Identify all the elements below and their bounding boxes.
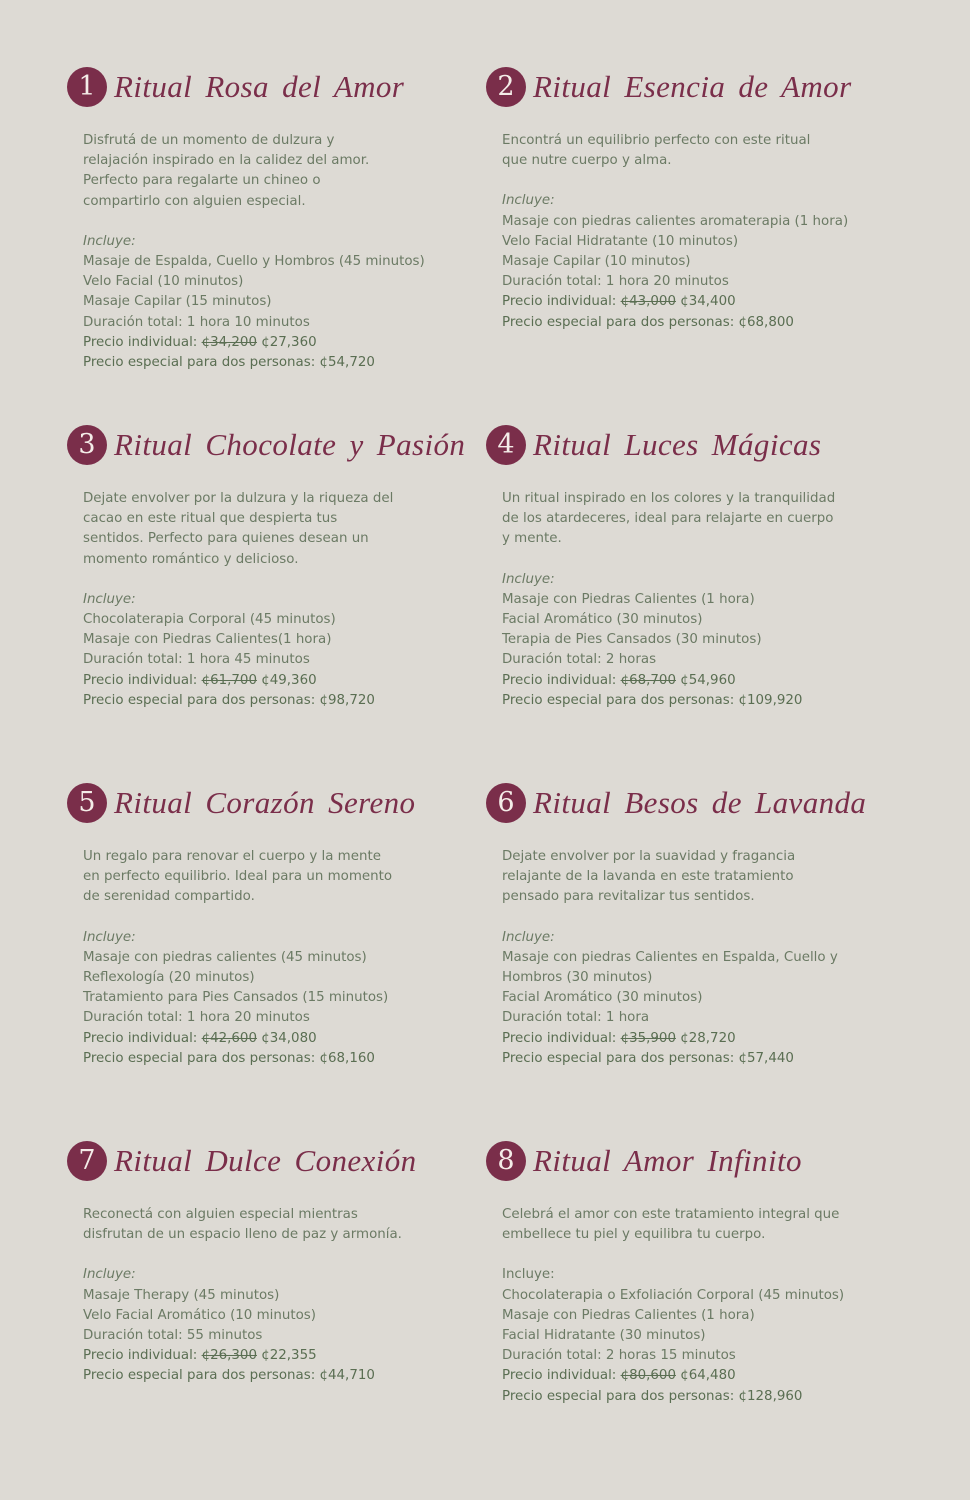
ritual-description: Reconectá con alguien especial mientras disfrutan de un espacio lleno de paz y armonía. — [83, 1207, 402, 1243]
ritual-body — [83, 1205, 423, 1387]
individual-price-label: Precio individual: — [502, 1368, 617, 1384]
discounted-price: ¢27,360 — [261, 334, 317, 350]
discounted-price: ¢54,960 — [680, 672, 736, 688]
duration-total: Duración total: 1 hora 45 minutos — [83, 652, 310, 668]
ritual-description: Un regalo para renovar el cuerpo y la mente en perfecto equilibrio. Ideal para un momento de serenidad compartido. — [83, 849, 393, 905]
couple-price-value: ¢54,720 — [319, 355, 375, 371]
included-item: Velo Facial (10 minutos) — [83, 274, 244, 290]
included-item: Facial Aromático (30 minutos) — [502, 612, 703, 628]
couple-price-value: ¢68,160 — [319, 1050, 375, 1066]
included-item: Masaje Capilar (10 minutos) — [502, 254, 691, 270]
ritual-body — [502, 1205, 845, 1407]
couple-price-label: Precio especial para dos personas: — [502, 1050, 735, 1066]
individual-price — [83, 1346, 423, 1366]
ritual-body — [502, 847, 842, 1069]
couple-price-value: ¢109,920 — [738, 692, 803, 708]
ritual-number-badge: 8 — [486, 1141, 526, 1181]
original-price: ¢80,600 — [620, 1368, 676, 1384]
ritual-number-badge: 1 — [67, 67, 107, 107]
ritual-number-badge: 7 — [67, 1141, 107, 1181]
ritual-body — [502, 131, 849, 333]
ritual-description: Disfrutá de un momento de dulzura y relajación inspirado en la calidez del amor. Perfecto para regalarte un chineo o compartirlo con alguien especial. — [83, 133, 370, 209]
ritual-title: Ritual Esencia de Amor — [533, 69, 852, 104]
discounted-price: ¢34,080 — [261, 1030, 317, 1046]
ritual-number-badge: 4 — [486, 425, 526, 465]
original-price: ¢61,700 — [201, 672, 257, 688]
duration-total: Duración total: 2 horas 15 minutos — [502, 1348, 736, 1364]
included-item: Facial Aromático (30 minutos) — [502, 990, 703, 1006]
included-item: Facial Hidratante (30 minutos) — [502, 1328, 706, 1344]
individual-price — [502, 1366, 842, 1386]
duration-total: Duración total: 1 hora — [502, 1010, 650, 1026]
duration-total: Duración total: 55 minutos — [83, 1328, 263, 1344]
included-item: Velo Facial Hidratante (10 minutos) — [502, 233, 739, 249]
couple-price-value: ¢44,710 — [319, 1368, 375, 1384]
ritual-title: Ritual Luces Mágicas — [533, 427, 822, 462]
included-item: Velo Facial Aromático (10 minutos) — [83, 1307, 316, 1323]
couple-price-label: Precio especial para dos personas: — [83, 1368, 316, 1384]
couple-price — [502, 1049, 842, 1069]
ritual-number-badge: 6 — [486, 783, 526, 823]
couple-price-label: Precio especial para dos personas: — [502, 692, 735, 708]
couple-price-label: Precio especial para dos personas: — [83, 692, 316, 708]
duration-total: Duración total: 2 horas — [502, 652, 657, 668]
included-item: Masaje Capilar (15 minutos) — [83, 294, 272, 310]
includes-label: Incluye: — [502, 1267, 555, 1283]
ritual-description: Un ritual inspirado en los colores y la tranquilidad de los atardeceres, ideal para relajarte en cuerpo y mente. — [502, 491, 836, 547]
included-item: Masaje con Piedras Calientes(1 hora) — [83, 632, 332, 648]
couple-price — [83, 1366, 423, 1386]
ritual-description: Celebrá el amor con este tratamiento integral que embellece tu piel y equilibra tu cuerpo. — [502, 1207, 840, 1243]
individual-price-label: Precio individual: — [83, 1348, 198, 1364]
ritual-body — [83, 489, 423, 711]
ritual-title: Ritual Chocolate y Pasión — [114, 427, 466, 462]
included-item: Masaje con piedras calientes (45 minutos) — [83, 949, 367, 965]
includes-label: Incluye: — [502, 929, 555, 945]
ritual-description: Encontrá un equilibrio perfecto con este ritual que nutre cuerpo y alma. — [502, 133, 811, 169]
includes-label: Incluye: — [502, 193, 555, 209]
included-item: Masaje Therapy (45 minutos) — [83, 1287, 280, 1303]
ritual-title: Ritual Corazón Sereno — [114, 785, 416, 820]
individual-price — [83, 1029, 423, 1049]
discounted-price: ¢64,480 — [680, 1368, 736, 1384]
couple-price-label: Precio especial para dos personas: — [83, 1050, 316, 1066]
individual-price-label: Precio individual: — [502, 294, 617, 310]
includes-label: Incluye: — [83, 591, 136, 607]
couple-price-value: ¢128,960 — [738, 1388, 803, 1404]
individual-price-label: Precio individual: — [502, 672, 617, 688]
included-item: Chocolaterapia Corporal (45 minutos) — [83, 612, 336, 628]
couple-price-label: Precio especial para dos personas: — [502, 314, 735, 330]
couple-price — [502, 313, 842, 333]
original-price: ¢26,300 — [201, 1348, 257, 1364]
couple-price-value: ¢57,440 — [738, 1050, 794, 1066]
ritual-number-badge: 5 — [67, 783, 107, 823]
ritual-number-badge: 3 — [67, 425, 107, 465]
duration-total: Duración total: 1 hora 20 minutos — [83, 1010, 310, 1026]
ritual-number-badge: 2 — [486, 67, 526, 107]
included-item: Reflexología (20 minutos) — [83, 970, 255, 986]
original-price: ¢35,900 — [620, 1030, 676, 1046]
included-item: Masaje con piedras calientes aromaterapia (1 hora) — [502, 213, 849, 229]
ritual-body — [83, 847, 423, 1069]
includes-label: Incluye: — [83, 929, 136, 945]
included-item: Masaje con Piedras Calientes (1 hora) — [502, 591, 755, 607]
included-item: Masaje con piedras Calientes en Espalda, Cuello y Hombros (30 minutos) — [502, 949, 838, 986]
couple-price — [502, 1387, 842, 1407]
discounted-price: ¢22,355 — [261, 1348, 317, 1364]
original-price: ¢68,700 — [620, 672, 676, 688]
included-item: Chocolaterapia o Exfoliación Corporal (45 minutos) — [502, 1287, 845, 1303]
couple-price — [83, 691, 423, 711]
individual-price — [502, 292, 842, 312]
individual-price — [83, 671, 423, 691]
discounted-price: ¢34,400 — [680, 294, 736, 310]
includes-label: Incluye: — [502, 571, 555, 587]
ritual-description: Dejate envolver por la suavidad y fragancia relajante de la lavanda en este tratamiento pensado para revitalizar tus sentidos. — [502, 849, 796, 905]
individual-price — [83, 333, 423, 353]
individual-price-label: Precio individual: — [83, 672, 198, 688]
individual-price — [502, 1029, 842, 1049]
ritual-title: Ritual Amor Infinito — [533, 1143, 802, 1178]
original-price: ¢42,600 — [201, 1030, 257, 1046]
included-item: Masaje con Piedras Calientes (1 hora) — [502, 1307, 755, 1323]
includes-label: Incluye: — [83, 233, 136, 249]
individual-price — [502, 671, 842, 691]
ritual-title: Ritual Rosa del Amor — [114, 69, 405, 104]
couple-price — [502, 691, 842, 711]
individual-price-label: Precio individual: — [502, 1030, 617, 1046]
includes-label: Incluye: — [83, 1267, 136, 1283]
ritual-body — [502, 489, 842, 711]
couple-price — [83, 353, 423, 373]
included-item: Tratamiento para Pies Cansados (15 minutos) — [83, 990, 389, 1006]
individual-price-label: Precio individual: — [83, 1030, 198, 1046]
individual-price-label: Precio individual: — [83, 334, 198, 350]
couple-price-value: ¢68,800 — [738, 314, 794, 330]
ritual-description: Dejate envolver por la dulzura y la riqueza del cacao en este ritual que despierta tus sentidos. Perfecto para quienes desean un momento romántico y delicioso. — [83, 491, 394, 567]
ritual-title: Ritual Dulce Conexión — [114, 1143, 417, 1178]
discounted-price: ¢28,720 — [680, 1030, 736, 1046]
duration-total: Duración total: 1 hora 20 minutos — [502, 274, 729, 290]
couple-price-label: Precio especial para dos personas: — [502, 1388, 735, 1404]
original-price: ¢34,200 — [201, 334, 257, 350]
couple-price-label: Precio especial para dos personas: — [83, 355, 316, 371]
included-item: Terapia de Pies Cansados (30 minutos) — [502, 632, 762, 648]
couple-price-value: ¢98,720 — [319, 692, 375, 708]
couple-price — [83, 1049, 423, 1069]
ritual-title: Ritual Besos de Lavanda — [533, 785, 867, 820]
original-price: ¢43,000 — [620, 294, 676, 310]
duration-total: Duración total: 1 hora 10 minutos — [83, 314, 310, 330]
ritual-body — [83, 131, 423, 373]
discounted-price: ¢49,360 — [261, 672, 317, 688]
included-item: Masaje de Espalda, Cuello y Hombros (45 minutos) — [83, 254, 425, 270]
